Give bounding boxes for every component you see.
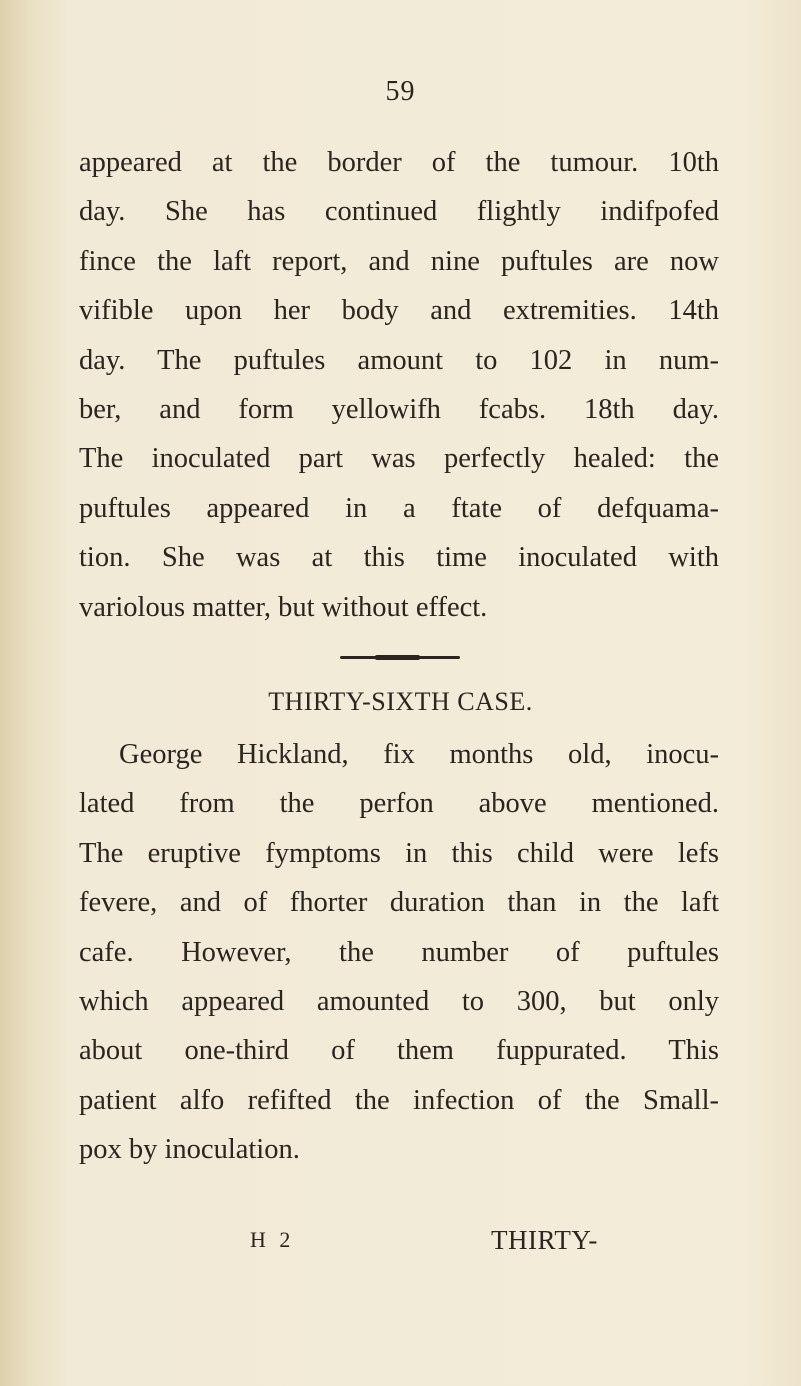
paragraph-continuation — [79, 138, 719, 632]
text-line: vifible upon her body and extremities. 14th — [79, 295, 719, 327]
text-line: day. She has continued flightly indifpofed — [79, 196, 719, 228]
text-line: The eruptive fymptoms in this child were lefs — [79, 837, 719, 869]
signature-mark: H 2 — [250, 1227, 295, 1252]
page-footer — [0, 1220, 801, 1260]
text-line: pox by inoculation. — [79, 1134, 300, 1166]
text-line: lated from the perfon above mentioned. — [79, 788, 719, 820]
text-line: patient alfo refifted the infection of the Small- — [79, 1084, 719, 1116]
text-line: about one-third of them fuppurated. This — [79, 1035, 719, 1067]
text-line: variolous matter, but without effect. — [79, 591, 488, 623]
text-line: cafe. However, the number of puftules — [79, 936, 719, 968]
text-line: George Hickland, fix months old, inocu- — [119, 739, 719, 770]
catchword: THIRTY- — [491, 1225, 598, 1255]
section-divider-center — [375, 655, 420, 660]
text-line: ber, and form yellowifh fcabs. 18th day. — [79, 393, 719, 425]
text-line: tion. She was at this time inoculated with — [79, 542, 719, 574]
text-line: appeared at the border of the tumour. 10th — [79, 147, 719, 178]
paragraph-case — [79, 730, 719, 1175]
text-line: fevere, and of fhorter duration than in the laft — [79, 887, 719, 919]
case-heading: THIRTY-SIXTH CASE. — [268, 687, 533, 716]
text-line: puftules appeared in a ftate of defquama- — [79, 492, 719, 524]
text-line: The inoculated part was perfectly healed: the — [79, 443, 719, 475]
text-line: fince the laft report, and nine puftules are now — [79, 245, 719, 277]
text-line: which appeared amounted to 300, but only — [79, 985, 719, 1017]
text-line: day. The puftules amount to 102 in num- — [79, 344, 719, 376]
page-number: 59 — [385, 76, 416, 107]
